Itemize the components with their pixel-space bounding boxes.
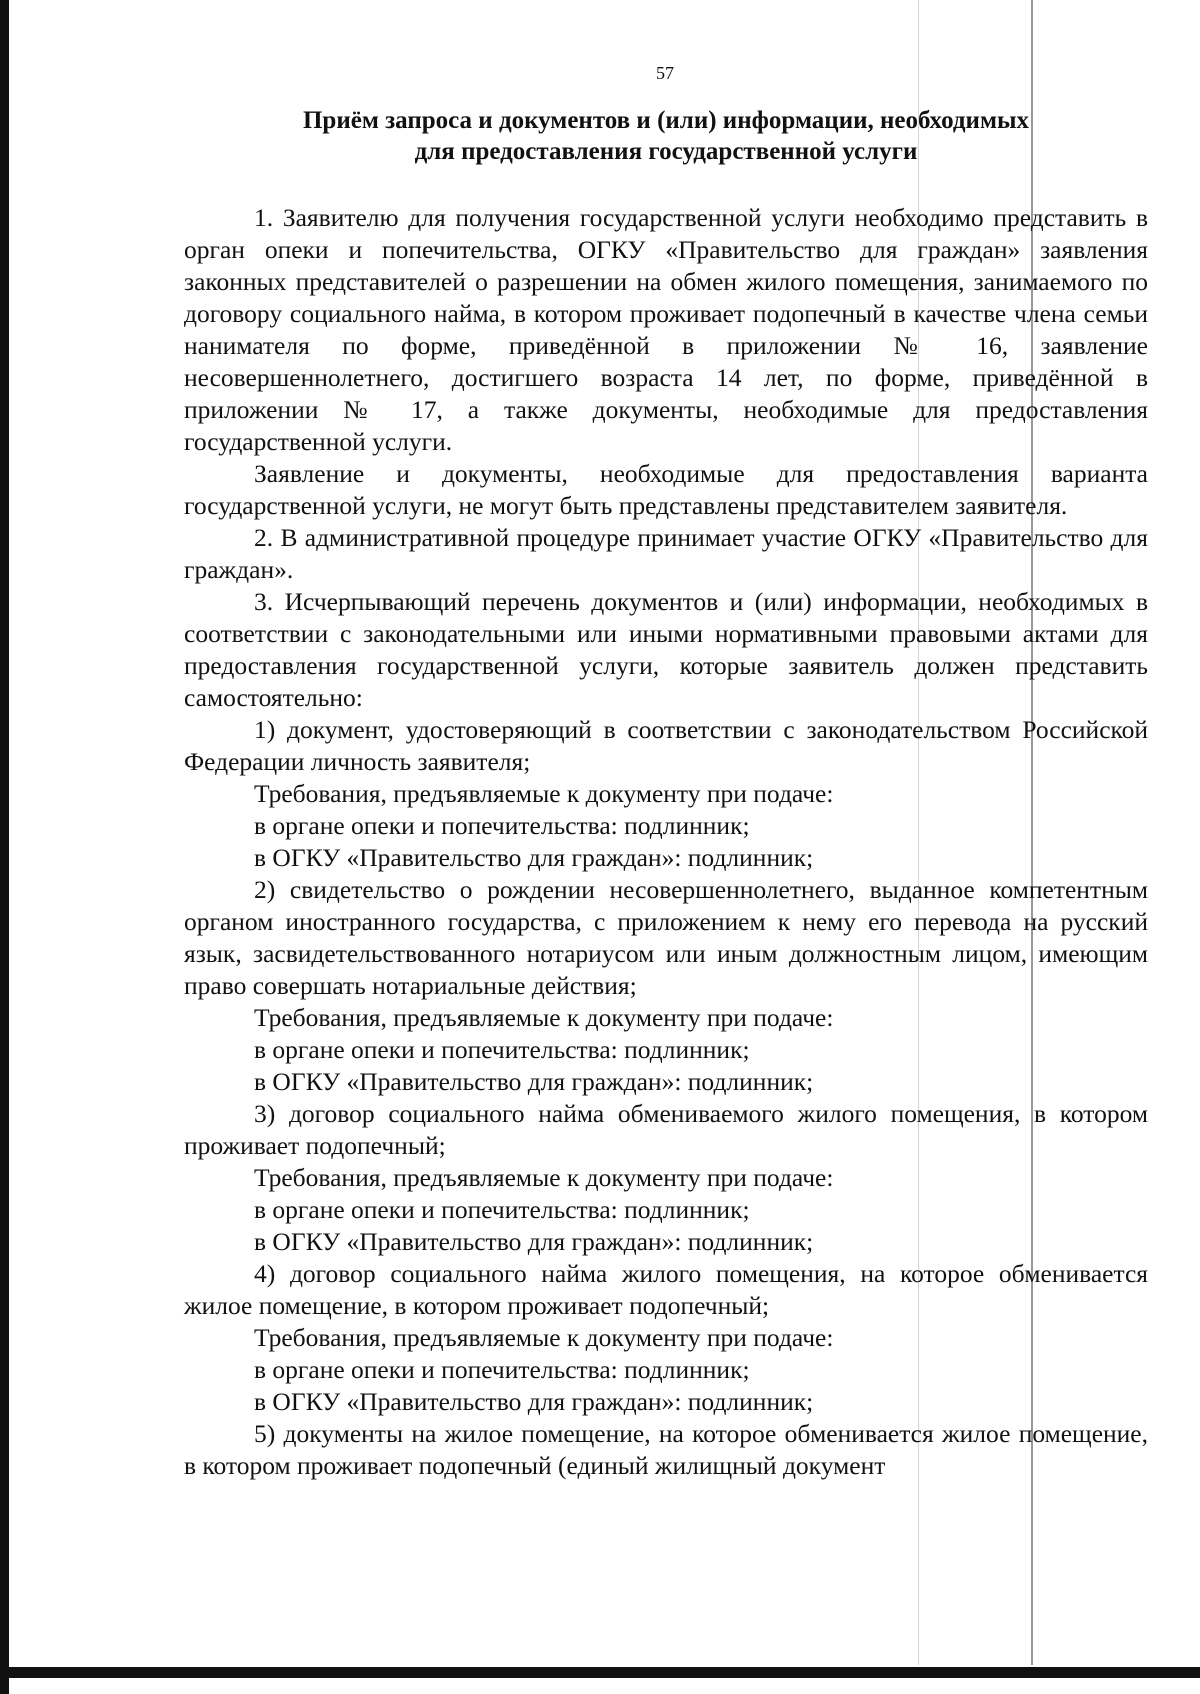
document-body [184,202,1148,1482]
requirement-line: в ОГКУ «Правительство для граждан»: подлинник; [254,843,814,872]
list-item-5: 5) документы на жилое помещение, на которое обменивается жилое помещение, в котором проживает подопечный (единый жилищный документ [184,1419,1148,1480]
list-item-2: 2) свидетельство о рождении несовершеннолетнего, выданное компетентным органом иностранного государства, с приложением к нему его перевода на русский язык, засвидетельствованного нотариусом или иным должностным лицом, имеющим право совершать нотариальные действия; [184,875,1148,1000]
paragraph-1: 1. Заявителю для получения государственной услуги необходимо представить в орган опеки и попечительства, ОГКУ «Правительство для граждан» заявления законных представителей о разрешении на обмен жилого помещения, занимаемого по договору социального найма, в котором проживает подопечный в качестве члена семьи нанимателя по форме, приведённой в приложении № 16, заявление несовершеннолетнего, достигшего возраста 14 лет, по форме, приведённой в приложении № 17, а также документы, необходимые для предоставления государственной услуги. [184,203,1148,456]
requirements-heading: Требования, предъявляемые к документу при подаче: [254,1003,834,1032]
requirements-heading: Требования, предъявляемые к документу при подаче: [254,1323,834,1352]
requirement-line: в ОГКУ «Правительство для граждан»: подлинник; [254,1227,814,1256]
paragraph-statement-note: Заявление и документы, необходимые для предоставления варианта государственной услуги, не могут быть представлены представителем заявителя. [184,459,1148,520]
scan-left-border [0,0,9,1694]
paragraph-2: 2. В административной процедуре принимает участие ОГКУ «Правительство для граждан». [184,523,1148,584]
section-title-line-1: Приём запроса и документов и (или) информации, необходимых [302,107,1029,134]
list-item-1: 1) документ, удостоверяющий в соответствии с законодательством Российской Федерации личность заявителя; [184,715,1148,776]
section-title-line-2: для предоставления государственной услуги [414,138,918,165]
section-title [184,105,1148,167]
requirements-heading: Требования, предъявляемые к документу при подаче: [254,1163,834,1192]
requirement-line: в органе опеки и попечительства: подлинник; [254,1195,750,1224]
requirement-line: в органе опеки и попечительства: подлинник; [254,1035,750,1064]
scan-bottom-border [0,1667,1200,1678]
requirement-line: в органе опеки и попечительства: подлинник; [254,1355,750,1384]
page-number: 57 [656,63,674,83]
requirements-heading: Требования, предъявляемые к документу при подаче: [254,779,834,808]
paragraph-3: 3. Исчерпывающий перечень документов и (или) информации, необходимых в соответствии с законодательными или иными нормативными правовыми актами для предоставления государственной услуги, которые заявитель должен представить самостоятельно: [184,587,1148,712]
list-item-3: 3) договор социального найма обмениваемого жилого помещения, в котором проживает подопечный; [184,1099,1148,1160]
requirement-line: в ОГКУ «Правительство для граждан»: подлинник; [254,1067,814,1096]
requirement-line: в органе опеки и попечительства: подлинник; [254,811,750,840]
list-item-4: 4) договор социального найма жилого помещения, на которое обменивается жилое помещение, в котором проживает подопечный; [184,1259,1148,1320]
requirement-line: в ОГКУ «Правительство для граждан»: подлинник; [254,1387,814,1416]
